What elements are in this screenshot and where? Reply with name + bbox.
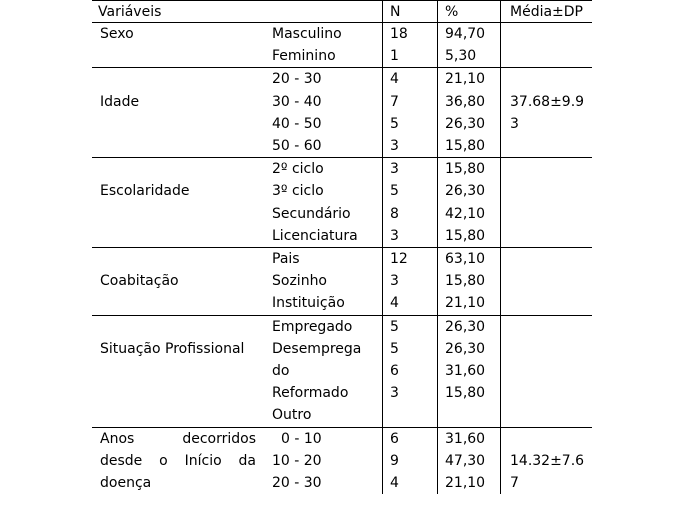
n-value: 5 bbox=[390, 319, 399, 335]
category-label: Secundário bbox=[272, 206, 351, 222]
category-label: do bbox=[272, 363, 290, 379]
category-label: 20 - 30 bbox=[272, 475, 322, 491]
n-value: 3 bbox=[390, 161, 399, 177]
n-value: 12 bbox=[390, 251, 408, 267]
percent-value: 15,80 bbox=[445, 273, 486, 289]
n-value: 1 bbox=[390, 48, 399, 64]
percent-value: 26,30 bbox=[445, 341, 486, 357]
percent-value: 63,10 bbox=[445, 251, 486, 267]
group-divider bbox=[92, 157, 592, 158]
category-label: 50 - 60 bbox=[272, 138, 322, 154]
n-value: 6 bbox=[390, 363, 399, 379]
header-media-dp: Média±DP bbox=[510, 4, 584, 20]
percent-value: 21,10 bbox=[445, 71, 486, 87]
category-label: 2º ciclo bbox=[272, 161, 324, 177]
header-n: N bbox=[390, 4, 401, 20]
n-value: 3 bbox=[390, 138, 399, 154]
variable-label: Situação Profissional bbox=[100, 341, 245, 357]
n-value: 5 bbox=[390, 183, 399, 199]
n-value: 18 bbox=[390, 26, 408, 42]
percent-value: 42,10 bbox=[445, 206, 486, 222]
percent-value: 31,60 bbox=[445, 431, 486, 447]
column-divider bbox=[437, 0, 438, 494]
category-label: 30 - 40 bbox=[272, 94, 322, 110]
category-label: Outro bbox=[272, 407, 312, 423]
header-top-rule bbox=[92, 0, 592, 1]
column-divider bbox=[500, 0, 501, 494]
variable-label: Escolaridade bbox=[100, 183, 190, 199]
n-value: 4 bbox=[390, 475, 399, 491]
n-value: 3 bbox=[390, 228, 399, 244]
percent-value: 26,30 bbox=[445, 116, 486, 132]
n-value: 5 bbox=[390, 341, 399, 357]
percent-value: 94,70 bbox=[445, 26, 486, 42]
n-value: 3 bbox=[390, 273, 399, 289]
category-label: Licenciatura bbox=[272, 228, 358, 244]
n-value: 3 bbox=[390, 385, 399, 401]
category-label: Desemprega bbox=[272, 341, 362, 357]
percent-value: 21,10 bbox=[445, 475, 486, 491]
media-dp-value: 3 bbox=[510, 116, 519, 132]
n-value: 9 bbox=[390, 453, 399, 469]
n-value: 4 bbox=[390, 295, 399, 311]
category-label: 40 - 50 bbox=[272, 116, 322, 132]
n-value: 4 bbox=[390, 71, 399, 87]
category-label: Sozinho bbox=[272, 273, 328, 289]
percent-value: 36,80 bbox=[445, 94, 486, 110]
header-variaveis: Variáveis bbox=[98, 4, 162, 20]
category-label: 10 - 20 bbox=[272, 453, 322, 469]
percent-value: 15,80 bbox=[445, 161, 486, 177]
percent-value: 15,80 bbox=[445, 138, 486, 154]
n-value: 6 bbox=[390, 431, 399, 447]
category-label: Pais bbox=[272, 251, 300, 267]
category-label: Feminino bbox=[272, 48, 336, 64]
media-dp-value: 37.68±9.9 bbox=[510, 94, 585, 110]
n-value: 5 bbox=[390, 116, 399, 132]
percent-value: 15,80 bbox=[445, 385, 486, 401]
category-label: Empregado bbox=[272, 319, 353, 335]
variable-label: Sexo bbox=[100, 26, 134, 42]
percent-value: 26,30 bbox=[445, 183, 486, 199]
variable-label-line: Anos decorridos bbox=[100, 431, 256, 447]
variable-label-line: desde o Início da bbox=[100, 453, 256, 469]
variable-label-line: doença bbox=[100, 475, 152, 491]
variable-label: Coabitação bbox=[100, 273, 179, 289]
percent-value: 5,30 bbox=[445, 48, 477, 64]
variable-label: Idade bbox=[100, 94, 140, 110]
header-percent: % bbox=[445, 4, 459, 20]
category-label: 20 - 30 bbox=[272, 71, 322, 87]
percent-value: 26,30 bbox=[445, 319, 486, 335]
category-label: Reformado bbox=[272, 385, 349, 401]
group-divider bbox=[92, 67, 592, 68]
percent-value: 15,80 bbox=[445, 228, 486, 244]
column-divider bbox=[382, 0, 383, 494]
percent-value: 31,60 bbox=[445, 363, 486, 379]
percent-value: 47,30 bbox=[445, 453, 486, 469]
group-divider bbox=[92, 247, 592, 248]
category-label: Instituição bbox=[272, 295, 345, 311]
percent-value: 21,10 bbox=[445, 295, 486, 311]
header-bottom-rule bbox=[92, 22, 592, 23]
n-value: 7 bbox=[390, 94, 399, 110]
category-label: Masculino bbox=[272, 26, 342, 42]
category-label: 0 - 10 bbox=[281, 431, 322, 447]
media-dp-value: 7 bbox=[510, 475, 519, 491]
category-label: 3º ciclo bbox=[272, 183, 324, 199]
media-dp-value: 14.32±7.6 bbox=[510, 453, 585, 469]
n-value: 8 bbox=[390, 206, 399, 222]
